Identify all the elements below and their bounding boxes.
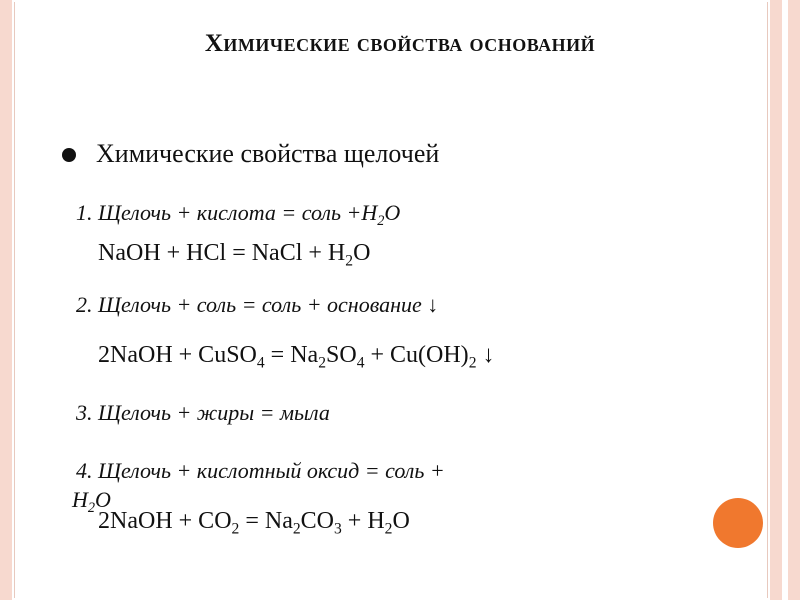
rule-1-sub: 2 xyxy=(377,213,385,229)
rule-4-suffix: О xyxy=(95,487,111,512)
eq-4-part: O xyxy=(392,508,410,534)
eq-4-part: + H xyxy=(341,508,385,534)
eq-4-part: CO xyxy=(300,508,334,534)
decorative-circle-icon xyxy=(713,498,763,548)
eq-4-sub: 3 xyxy=(334,520,342,538)
equation-1 xyxy=(98,240,371,270)
eq-2-part: 2NaOH + CuSO xyxy=(98,342,257,368)
eq-2-part: + Cu(OH) xyxy=(364,342,469,368)
eq-4-sub: 2 xyxy=(231,520,240,538)
rule-1 xyxy=(76,200,401,229)
rule-2: 2. Щелочь + соль = соль + основание ↓ xyxy=(76,292,439,317)
bullet-icon xyxy=(62,148,76,162)
rule-3: 3. Щелочь + жиры = мыла xyxy=(76,400,330,425)
eq-4-sub: 2 xyxy=(292,520,301,538)
eq-2-part: = Na xyxy=(264,342,319,368)
eq-2-sub: 4 xyxy=(356,354,365,372)
rule-4-text: Н xyxy=(72,487,88,512)
eq-1-sub: 2 xyxy=(345,252,354,270)
bullet-heading: Химические свойства щелочей xyxy=(96,139,440,168)
slide-frame-right-stripe xyxy=(782,0,788,600)
eq-2-sub: 4 xyxy=(256,354,265,372)
eq-2-sub: 2 xyxy=(468,354,477,372)
eq-4-part: = Na xyxy=(239,508,293,534)
rule-4-line-1: 4. Щелочь + кислотный оксид = соль + xyxy=(76,458,445,483)
eq-4-sub: 2 xyxy=(384,520,393,538)
eq-1-part: NaOH + HCl = NaCl + H xyxy=(98,240,346,266)
eq-4-part: 2NaOH + CO xyxy=(98,508,232,534)
rule-4-sub: 2 xyxy=(87,500,96,516)
rule-1-suffix: О xyxy=(384,200,401,225)
slide-title: Химические свойства оснований xyxy=(204,30,596,57)
eq-2-part: ↓ xyxy=(476,342,495,368)
rule-1-text: 1. Щелочь + кислота = соль +Н xyxy=(76,200,378,225)
slide-frame-left xyxy=(0,0,12,600)
equation-4 xyxy=(98,508,410,538)
equation-2 xyxy=(98,342,495,372)
eq-2-part: SO xyxy=(326,342,357,368)
eq-1-part: O xyxy=(353,240,371,266)
eq-2-sub: 2 xyxy=(318,354,326,372)
